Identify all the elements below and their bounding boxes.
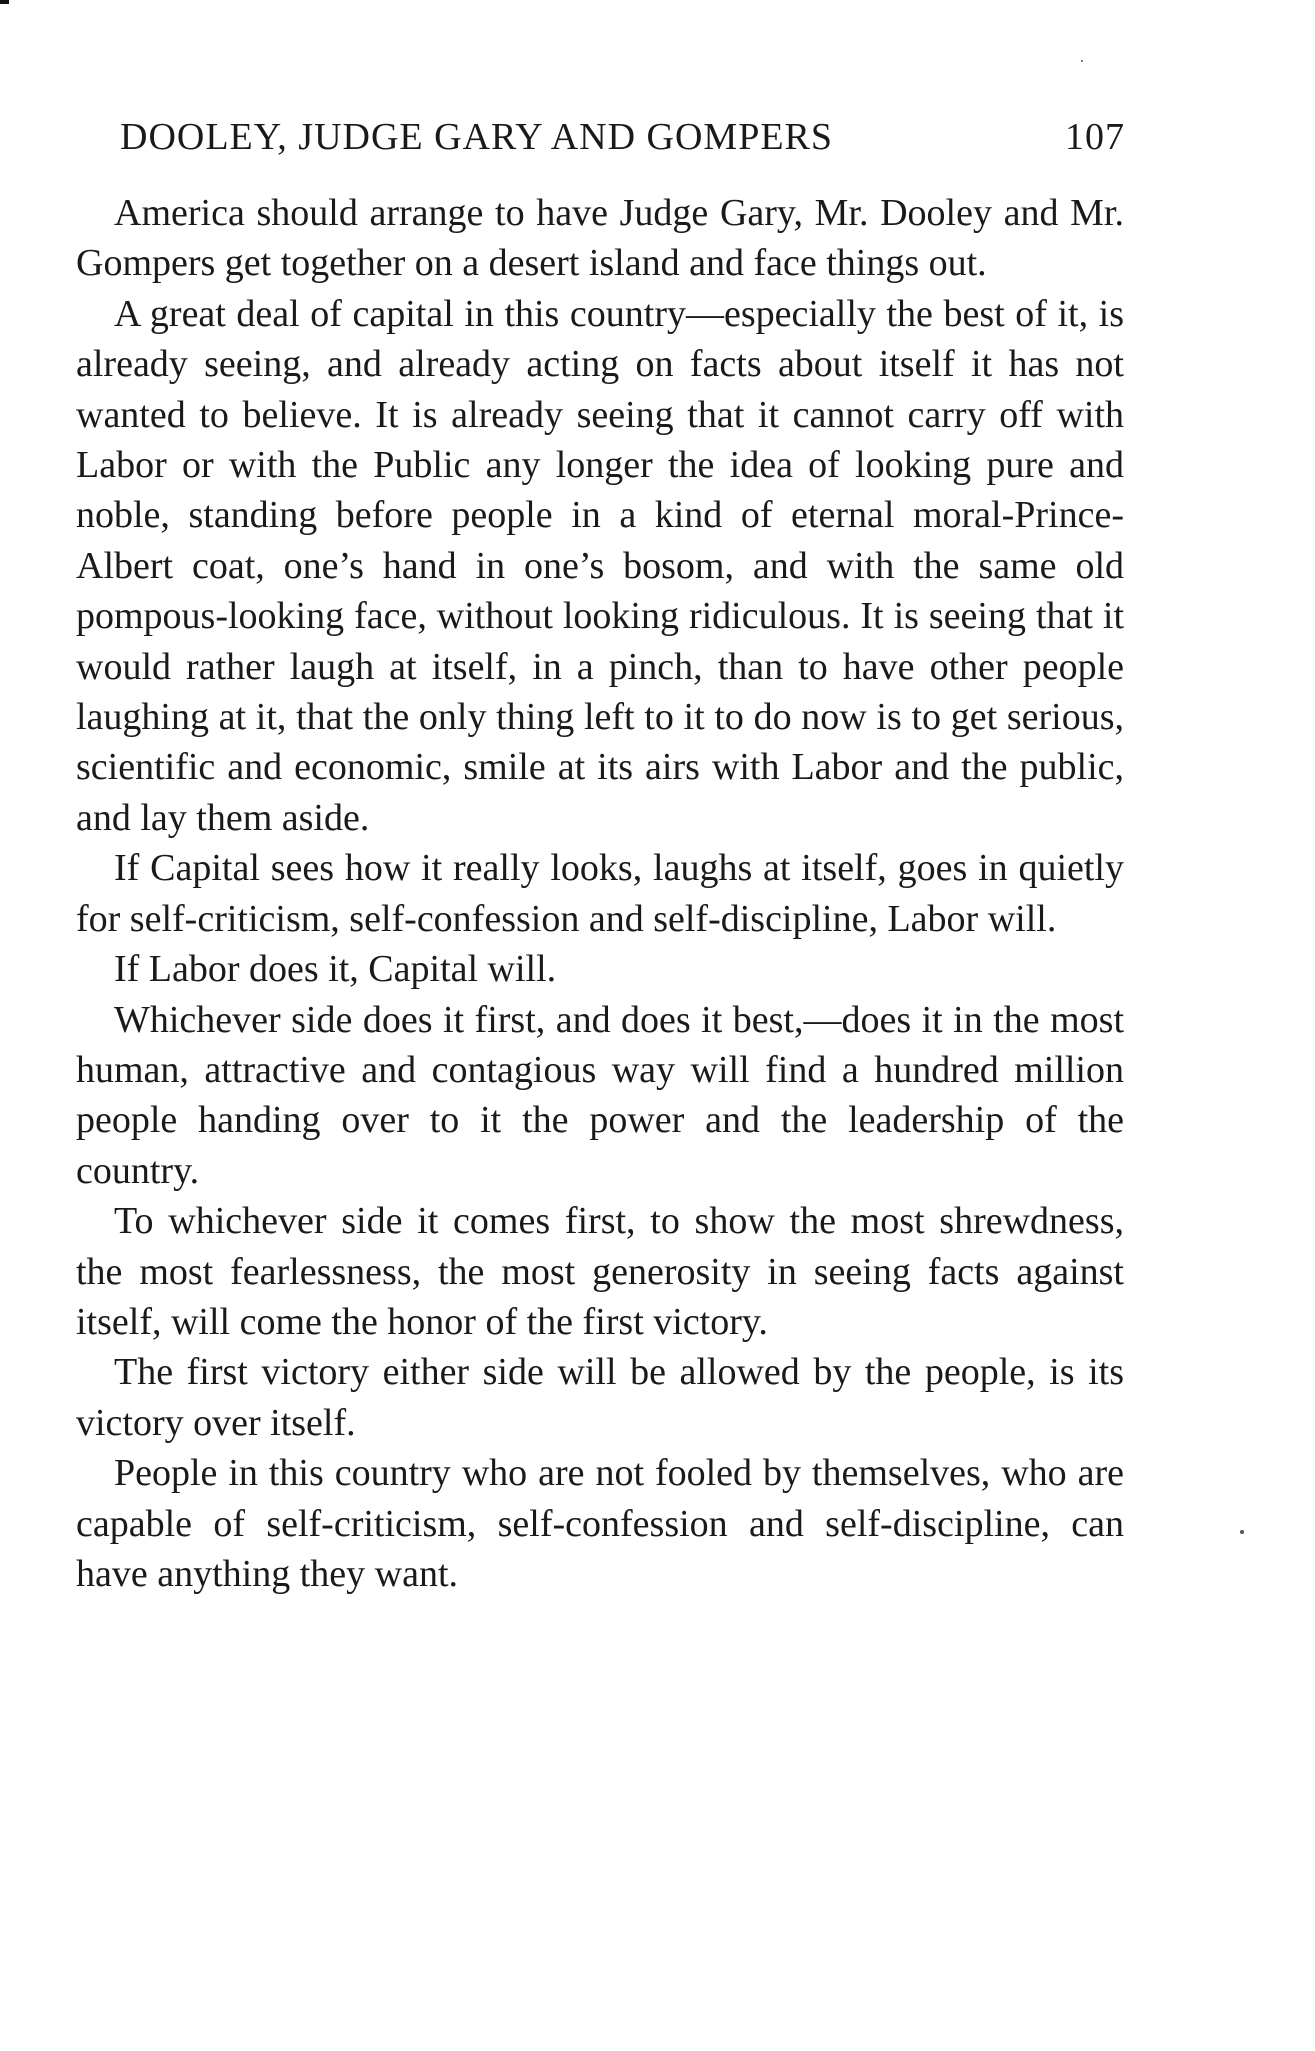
scan-speck [1081,60,1083,62]
scan-mark [0,0,9,4]
paragraph: The first victory either side will be allowed by the people, is its victory over itself. [76,1351,1124,1444]
paragraph: A great deal of capital in this country—especially the best of it, is already seeing, and already acting on facts about itself it has not wanted to believe. It is already seeing that it cannot carry off with Labor or with the Public any longer the idea of looking pure and noble, standing before people in a kind of eternal moral-Prince-Albert coat, one’s hand in one’s bosom, and with the same old pompous-looking face, without looking ridiculous. It is seeing that it would rather laugh at itself, in a pinch, than to have other people laughing at it, that the only thing left to it to do now is to get serious, scientific and economic, smile at its airs with Labor and the public, and lay them aside. [76,292,1124,839]
paragraph: People in this country who are not fooled by themselves, who are capable of self-criticism, self-confession and self-discipline, can have anything they want. [76,1452,1124,1595]
paragraph: America should arrange to have Judge Gary, Mr. Dooley and Mr. Gompers get together on a desert island and face things out. [76,192,1124,285]
body-text [76,188,1124,1599]
page-number: 107 [1065,116,1125,158]
paragraph: If Labor does it, Capital will. [114,948,557,991]
scan-speck [1240,1530,1244,1534]
paragraph: Whichever side does it first, and does it best,—does it in the most human, attractive and contagious way will find a hundred million people handing over to it the power and the leadership of the country. [76,998,1124,1192]
paragraph: To whichever side it comes first, to show the most shrewdness, the most fearlessness, the most generosity in seeing facts against itself, will come the honor of the first victory. [76,1200,1124,1343]
paragraph: If Capital sees how it really looks, laughs at itself, goes in quietly for self-criticism, self-confession and self-discipline, Labor will. [76,847,1124,940]
running-title: DOOLEY, JUDGE GARY AND GOMPERS [120,116,834,158]
page-header [120,112,1125,162]
